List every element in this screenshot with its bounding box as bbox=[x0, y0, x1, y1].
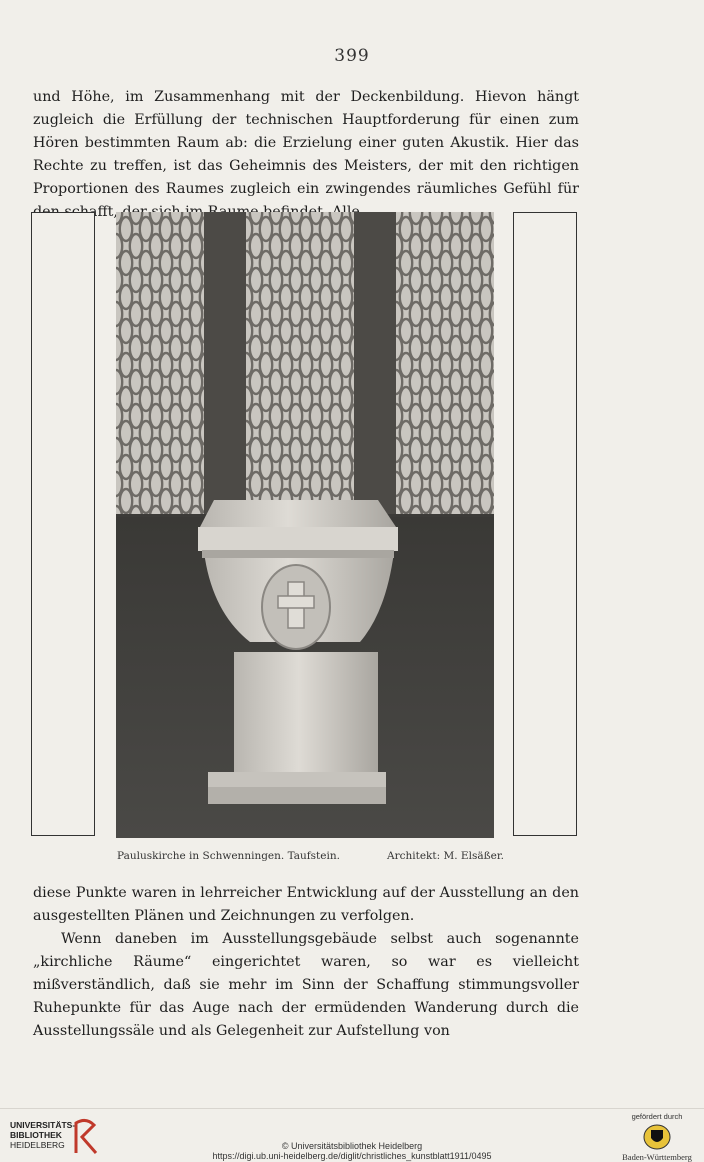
body-text-bottom bbox=[33, 882, 579, 1043]
funder-badge[interactable] bbox=[615, 1112, 699, 1162]
figure-credit: Architekt: M. Elsäßer. bbox=[387, 850, 505, 862]
funder-name: Baden-Württemberg bbox=[622, 1152, 692, 1162]
footer-credits bbox=[0, 1141, 704, 1161]
footer-divider bbox=[0, 1108, 704, 1109]
decorative-frame-left bbox=[31, 212, 95, 836]
library-logo[interactable]: UNIVERSITÄTS- BIBLIOTHEK HEIDELBERG bbox=[10, 1120, 76, 1150]
figure-caption: Pauluskirche in Schwenningen. Taufstein. bbox=[117, 850, 340, 862]
source-url-link[interactable]: https://digi.ub.uni-heidelberg.de/diglit/christliches_kunstblatt1911/0495 bbox=[212, 1151, 492, 1161]
body-text-top bbox=[33, 86, 579, 224]
funded-by-label: gefördert durch bbox=[631, 1112, 683, 1121]
paragraph: Wenn daneben im Ausstellungsgebäude selbst auch sogenannte „kirchliche Räume“ eingerichtet waren, so war es vielleicht mißverständlich, daß sie mehr im Sinn der Schaffung stimmungsvoller Ruhepunkte für das Auge nach der ermüdenden Wanderung durch die Ausstellungssäle und als Gelegenheit zur Aufstellung von bbox=[33, 931, 579, 1039]
paragraph: diese Punkte waren in lehrreicher Entwicklung auf der Ausstellung an den ausgestellten Plänen und Zeichnungen zu verfolgen. bbox=[33, 885, 579, 924]
page-number: 399 bbox=[334, 46, 370, 66]
paragraph: und Höhe, im Zusammenhang mit der Deckenbildung. Hievon hängt zugleich die Erfüllung der technischen Hauptforderung für einen zum Hören bestimmten Raum ab: die Erzielung einer guten Akustik. Hier das Rechte zu treffen, ist das Geheimnis des Meisters, der mit den richtigen Proportionen des Raumes zugleich ein zwingendes räumliches Gefühl für bbox=[33, 89, 579, 197]
copyright-text: © Universitätsbibliothek Heidelberg bbox=[281, 1141, 423, 1151]
coat-of-arms-icon bbox=[643, 1124, 671, 1150]
decorative-frame-right bbox=[513, 212, 577, 836]
baptismal-font-photo bbox=[116, 212, 494, 838]
